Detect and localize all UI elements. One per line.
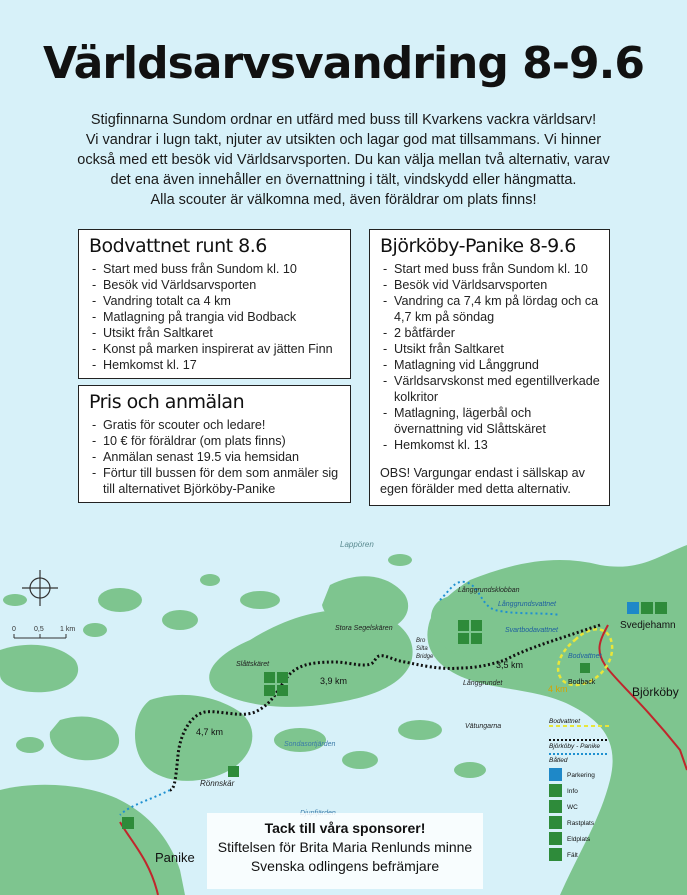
islet [454,762,486,778]
info-icon [549,784,562,797]
islet [16,737,44,753]
poi-bodback [580,663,590,673]
legend-bodvattnet: Bodvattnet [549,718,581,725]
place-bodvattnet: Bodvattnet [568,653,602,660]
bodvattnet-title: Bodvattnet runt 8.6 [89,235,267,257]
bjorkoby-box [369,229,610,506]
sponsor-line: Svenska odlingens befrämjare [250,858,440,874]
place-bro-1: Bro [416,638,426,644]
list-item: - Hemkomst kl. 13 [380,437,600,453]
list-item: - Hemkomst kl. 17 [89,357,341,373]
legend-eldplats: Eldplats [567,836,591,843]
list-item: - Utsikt från Saltkaret [89,325,341,341]
legend-wc: WC [567,804,578,811]
place-svartbodavattnet: Svartbodavattnet [505,627,558,634]
land-west-1 [0,645,78,692]
legend-falt: Fält [567,852,578,859]
place-langgrundet: Långgrundet [463,680,503,687]
scale-label-0: 0 [12,626,16,633]
place-vatungarna: Vätungarna [465,723,502,730]
tent-icon [549,848,562,861]
intro-line: Alla scouter är välkomna med, även föräldrar om plats finns! [150,192,537,208]
list-item: - Världsarvskonst med egentillverkade kolkritor [380,373,600,405]
islet [274,728,326,752]
intro-text [30,110,657,210]
list-item: - Konst på marken inspirerat av jätten Finn [89,341,341,357]
intro-line: Stigfinnarna Sundom ordnar en utfärd med buss till Kvarkens vackra världsarv! [90,112,597,128]
list-item: - Besök vid Världsarvsporten [89,277,341,293]
place-langgrundsvattnet: Långgrundsvattnet [498,601,556,608]
poi-svedjehamn [627,602,667,614]
scale-label-1km: 1 km [60,626,76,633]
bjorkoby-list [380,261,600,453]
legend-bjorkoby-panike: Björköby - Panike [549,743,600,750]
bodvattnet-list [89,261,341,373]
intro-line: också med ett besök vid Världsarvsporten. Du kan välja mellan två alternativ, varav [77,152,610,168]
islet [98,588,142,612]
distance-label: 4,7 km [196,727,224,737]
list-item: - 10 € för föräldrar (om plats finns) [89,433,341,449]
legend-info: Info [567,788,578,795]
fire-icon [549,832,562,845]
islet [162,610,198,630]
place-bro-3: Bridge [416,654,434,660]
place-bjorkoby: Björköby [632,685,679,699]
place-stora-segelskaren: Stora Segelskären [335,625,393,632]
sponsor-heading: Tack till våra sponsorer! [264,820,426,836]
poi-ronnskar [228,766,239,777]
place-bodback: Bodback [568,679,596,686]
sponsor-line: Stiftelsen för Brita Maria Renlunds minne [217,839,473,855]
distance-label: 4 km [548,684,568,694]
distance-label: 3,5 km [496,660,524,670]
list-item: - Vandring ca 7,4 km på lördag och ca 4,7 km på söndag [380,293,600,325]
islet [83,623,107,637]
place-sondasortjarden: Sondasortjärden [284,741,336,748]
list-item: - Vandring totalt ca 4 km [89,293,341,309]
islet [398,720,442,740]
list-item: - Förtur till bussen för dem som anmäler sig till alternativet Björköby-Panike [89,465,341,497]
intro-line: det ena även innehåller en övernattning i tält, vindskydd eller hängmatta. [110,172,577,188]
land-southwest [0,785,185,895]
list-item: - Matlagning vid Långgrund [380,357,600,373]
list-item: - Utsikt från Saltkaret [380,341,600,357]
legend-parkering: Parkering [567,772,595,779]
place-ronnskar: Rönnskär [200,779,235,788]
sponsor-box [207,813,483,889]
land-west-2 [50,716,119,760]
list-item: - Besök vid Världsarvsporten [380,277,600,293]
list-item: - Start med buss från Sundom kl. 10 [89,261,341,277]
wc-icon [549,800,562,813]
list-item: - 2 båtfärder [380,325,600,341]
islet [342,751,378,769]
page-title: Världsarvsvandring 8-9.6 [42,38,644,89]
islet [240,591,280,609]
bjorkoby-note: OBS! Vargungar endast i sällskap av egen förälder med detta alternativ. [380,466,585,496]
scale-label-half: 0,5 [34,626,44,633]
place-bro-2: Silta [416,646,428,652]
islet [3,594,27,606]
legend-batled: Båtled [549,757,568,764]
bjorkoby-title: Björköby-Panike 8-9.6 [380,235,576,257]
poi-panike [122,817,134,829]
parking-icon [549,768,562,781]
scale-bar [12,626,75,638]
intro-line: Vi vandrar i lugn takt, njuter av utsikten och lagar god mat tillsammans. Vi hinner [85,132,602,148]
pris-box [78,385,351,503]
islet [388,554,412,566]
list-item: - Start med buss från Sundom kl. 10 [380,261,600,277]
islet [200,574,220,586]
list-item: - Gratis för scouter och ledare! [89,417,341,433]
place-panike: Panike [155,850,195,865]
place-svedjehamn: Svedjehamn [620,620,676,631]
rest-area-icon [549,816,562,829]
legend-rastplats: Rastplats [567,820,595,827]
bodvattnet-box [78,229,351,379]
place-langgrundsklobban: Långgrundsklobban [458,587,520,594]
place-lapporen: Lappören [340,540,374,549]
list-item: - Matlagning på trangia vid Bodback [89,309,341,325]
list-item: - Matlagning, lägerbål och övernattning vid Slåttskäret [380,405,600,437]
pris-list [89,417,341,497]
pris-title: Pris och anmälan [89,391,245,413]
list-item: - Anmälan senast 19.5 via hemsidan [89,449,341,465]
place-slattskaret: Slåttskäret [236,661,270,668]
distance-label: 3,9 km [320,676,348,686]
